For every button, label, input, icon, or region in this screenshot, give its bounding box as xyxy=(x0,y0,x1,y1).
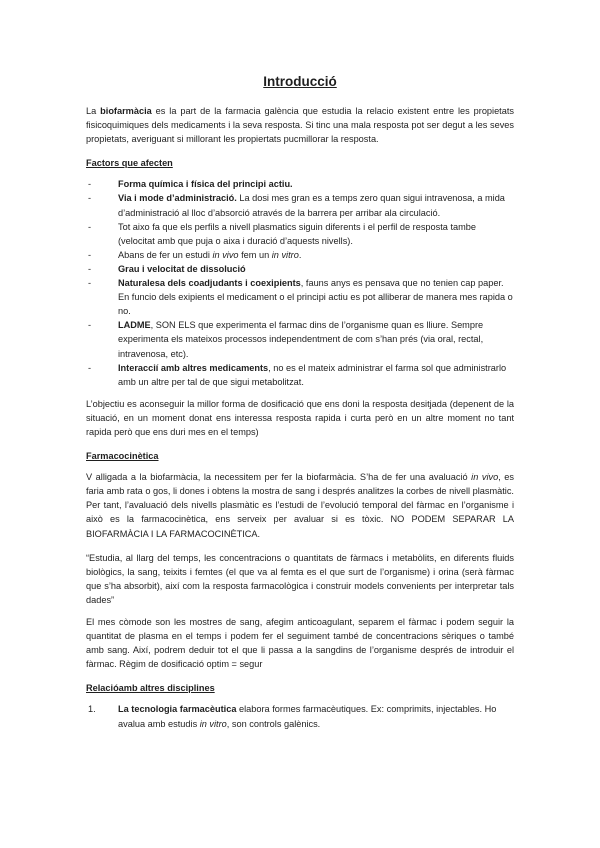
list-item-text: Tot aixo fa que els perfils a nivell plasmatics siguin diferents i el perfil de resposta tambe (velocitat amb que puja o aixa i duració d’aquests nivells). xyxy=(118,221,476,246)
list-item xyxy=(86,262,514,276)
intro-bold-term: biofarmàcia xyxy=(100,106,152,116)
paragraph-text: , es faria amb rata o gos, li dones i obtens la mostra de sang i després analitzes la corbes de nivell plasmàtic. Per tant, l’avaluació dels nivells plasmàtic es l’estudi de l’evolució temporal del fàrmac en l’organisme i això es la farmacocinètica, ens serveix per avaluar si es tòxic. NO PODEM SEPARAR LA BIOFARMÀCIA I LA FARMACOCINÈTICA. xyxy=(86,472,515,539)
relacio-list xyxy=(86,702,514,730)
list-item-text: , no es el mateix administrar el farma sol que administrarlo amb un altre per tal de que sigui metabolitzat. xyxy=(118,362,507,387)
list-item-text: elabora formes farmacèutiques. Ex: comprimits, injectables. Ho avalua amb estudis xyxy=(118,704,497,729)
list-item-text: Abans de fer un estudi xyxy=(118,249,213,260)
list-item-text: fem un xyxy=(238,249,272,260)
section-heading-factors: Factors que afecten xyxy=(86,158,173,169)
list-item-text: , SON ELS que experimenta el farmac dins de l’organisme quan es lliure. Sempre experimenta els mateixos processos independentment de com s’han prés (via oral, rectal, intravenosa, etc). xyxy=(118,320,484,359)
list-item xyxy=(86,361,514,389)
section-heading-farmacocinetica: Farmacocinètica xyxy=(86,451,159,462)
factors-closing-paragraph: L’objectiu es aconseguir la millor forma de dosificació que ens doni la resposta desitjada (depenent de la situació, en un moment donat ens interessa resposta rapida i curta però en un altre moment no tant rapida però que ens duri mes en el temps) xyxy=(86,398,514,437)
list-item xyxy=(86,702,514,730)
list-item-bold: LADME xyxy=(118,320,151,331)
list-item xyxy=(86,191,514,219)
farmacocinetica-paragraph-3: El mes còmode son les mostres de sang, afegim anticoagulant, separem el fàrmac i podem seguir la quantitat de plasma en el temps i podem fer el seguiment també de concentracions sèriques o també amb sang. Així, podrem deduir tot el que li passa a la sangdins de l’organisme després de introduir el fàrmac. Règim de dosificació optim = segur xyxy=(86,617,514,670)
list-item xyxy=(86,276,514,318)
list-item-italic: in vitro xyxy=(271,249,299,260)
paragraph-italic: in vivo xyxy=(471,472,499,483)
list-item-text: . xyxy=(298,249,302,260)
list-item-bold: Forma química i física del principi actiu. xyxy=(118,179,293,190)
list-item xyxy=(86,177,514,191)
intro-text-start: La xyxy=(86,106,101,116)
list-item-bold: Via i mode d’administració. xyxy=(118,193,237,204)
list-item-italic: in vivo xyxy=(212,249,239,260)
page-title: Introducció xyxy=(263,74,337,89)
list-item-text: , son controls galènics. xyxy=(226,718,321,729)
section-heading-relacio: Relacióamb altres disciplines xyxy=(86,683,215,694)
list-item-bold: La tecnologia farmacèutica xyxy=(118,704,237,715)
list-item xyxy=(86,220,514,248)
paragraph-text: V alligada a la biofarmàcia, la necessitem per fer la biofarmàcia. S’ha de fer una avaluació xyxy=(86,472,472,483)
list-item-bold: Naturalesa dels coadjudants i coexipients xyxy=(118,278,301,289)
list-item-text: , fauns anys es pensava que no tenien cap paper. En funcio dels exipients el medicament o el principi actiu es pot alliberar de manera mes rapida o no. xyxy=(118,278,513,317)
list-item-bold: Grau i velocitat de dissolució xyxy=(118,263,246,274)
farmacocinetica-quote: “Estudia, al llarg del temps, les concentracions o quantitats de fàrmacs i metabòlits, en diferents fluids biològics, la sang, teixits i femtes (el que va al femta es el que surt de l’organisme) i orina (serà fàrmac que s’ha absorbit), així com la resposta farmacològica i construir models convenients per interpretar tals dades” xyxy=(86,552,514,605)
factors-list xyxy=(86,177,514,388)
list-item-bold: Interaccií amb altres medicaments xyxy=(118,362,269,373)
list-item-italic: in vitro xyxy=(199,718,227,729)
list-item xyxy=(86,318,514,360)
list-item xyxy=(86,248,514,262)
intro-text-rest: es la part de la farmacia galència que estudia la relacio existent entre les propietats fisicoquimiques dels medicaments i la seva resposta. Si tinc una mala resposta pot ser degut a les seves propietats, averiguant si millorant les propiertats pucmillorar la resposta. xyxy=(86,106,514,145)
list-item-text: La dosi mes gran es a temps zero quan sigui intravenosa, a mida d’administració al lloc d’absorció através de la barrera per arribar ala circulació. xyxy=(118,193,505,218)
list-item-number: 1. xyxy=(88,704,96,715)
farmacocinetica-paragraph-1 xyxy=(86,470,514,540)
intro-paragraph xyxy=(86,104,514,146)
